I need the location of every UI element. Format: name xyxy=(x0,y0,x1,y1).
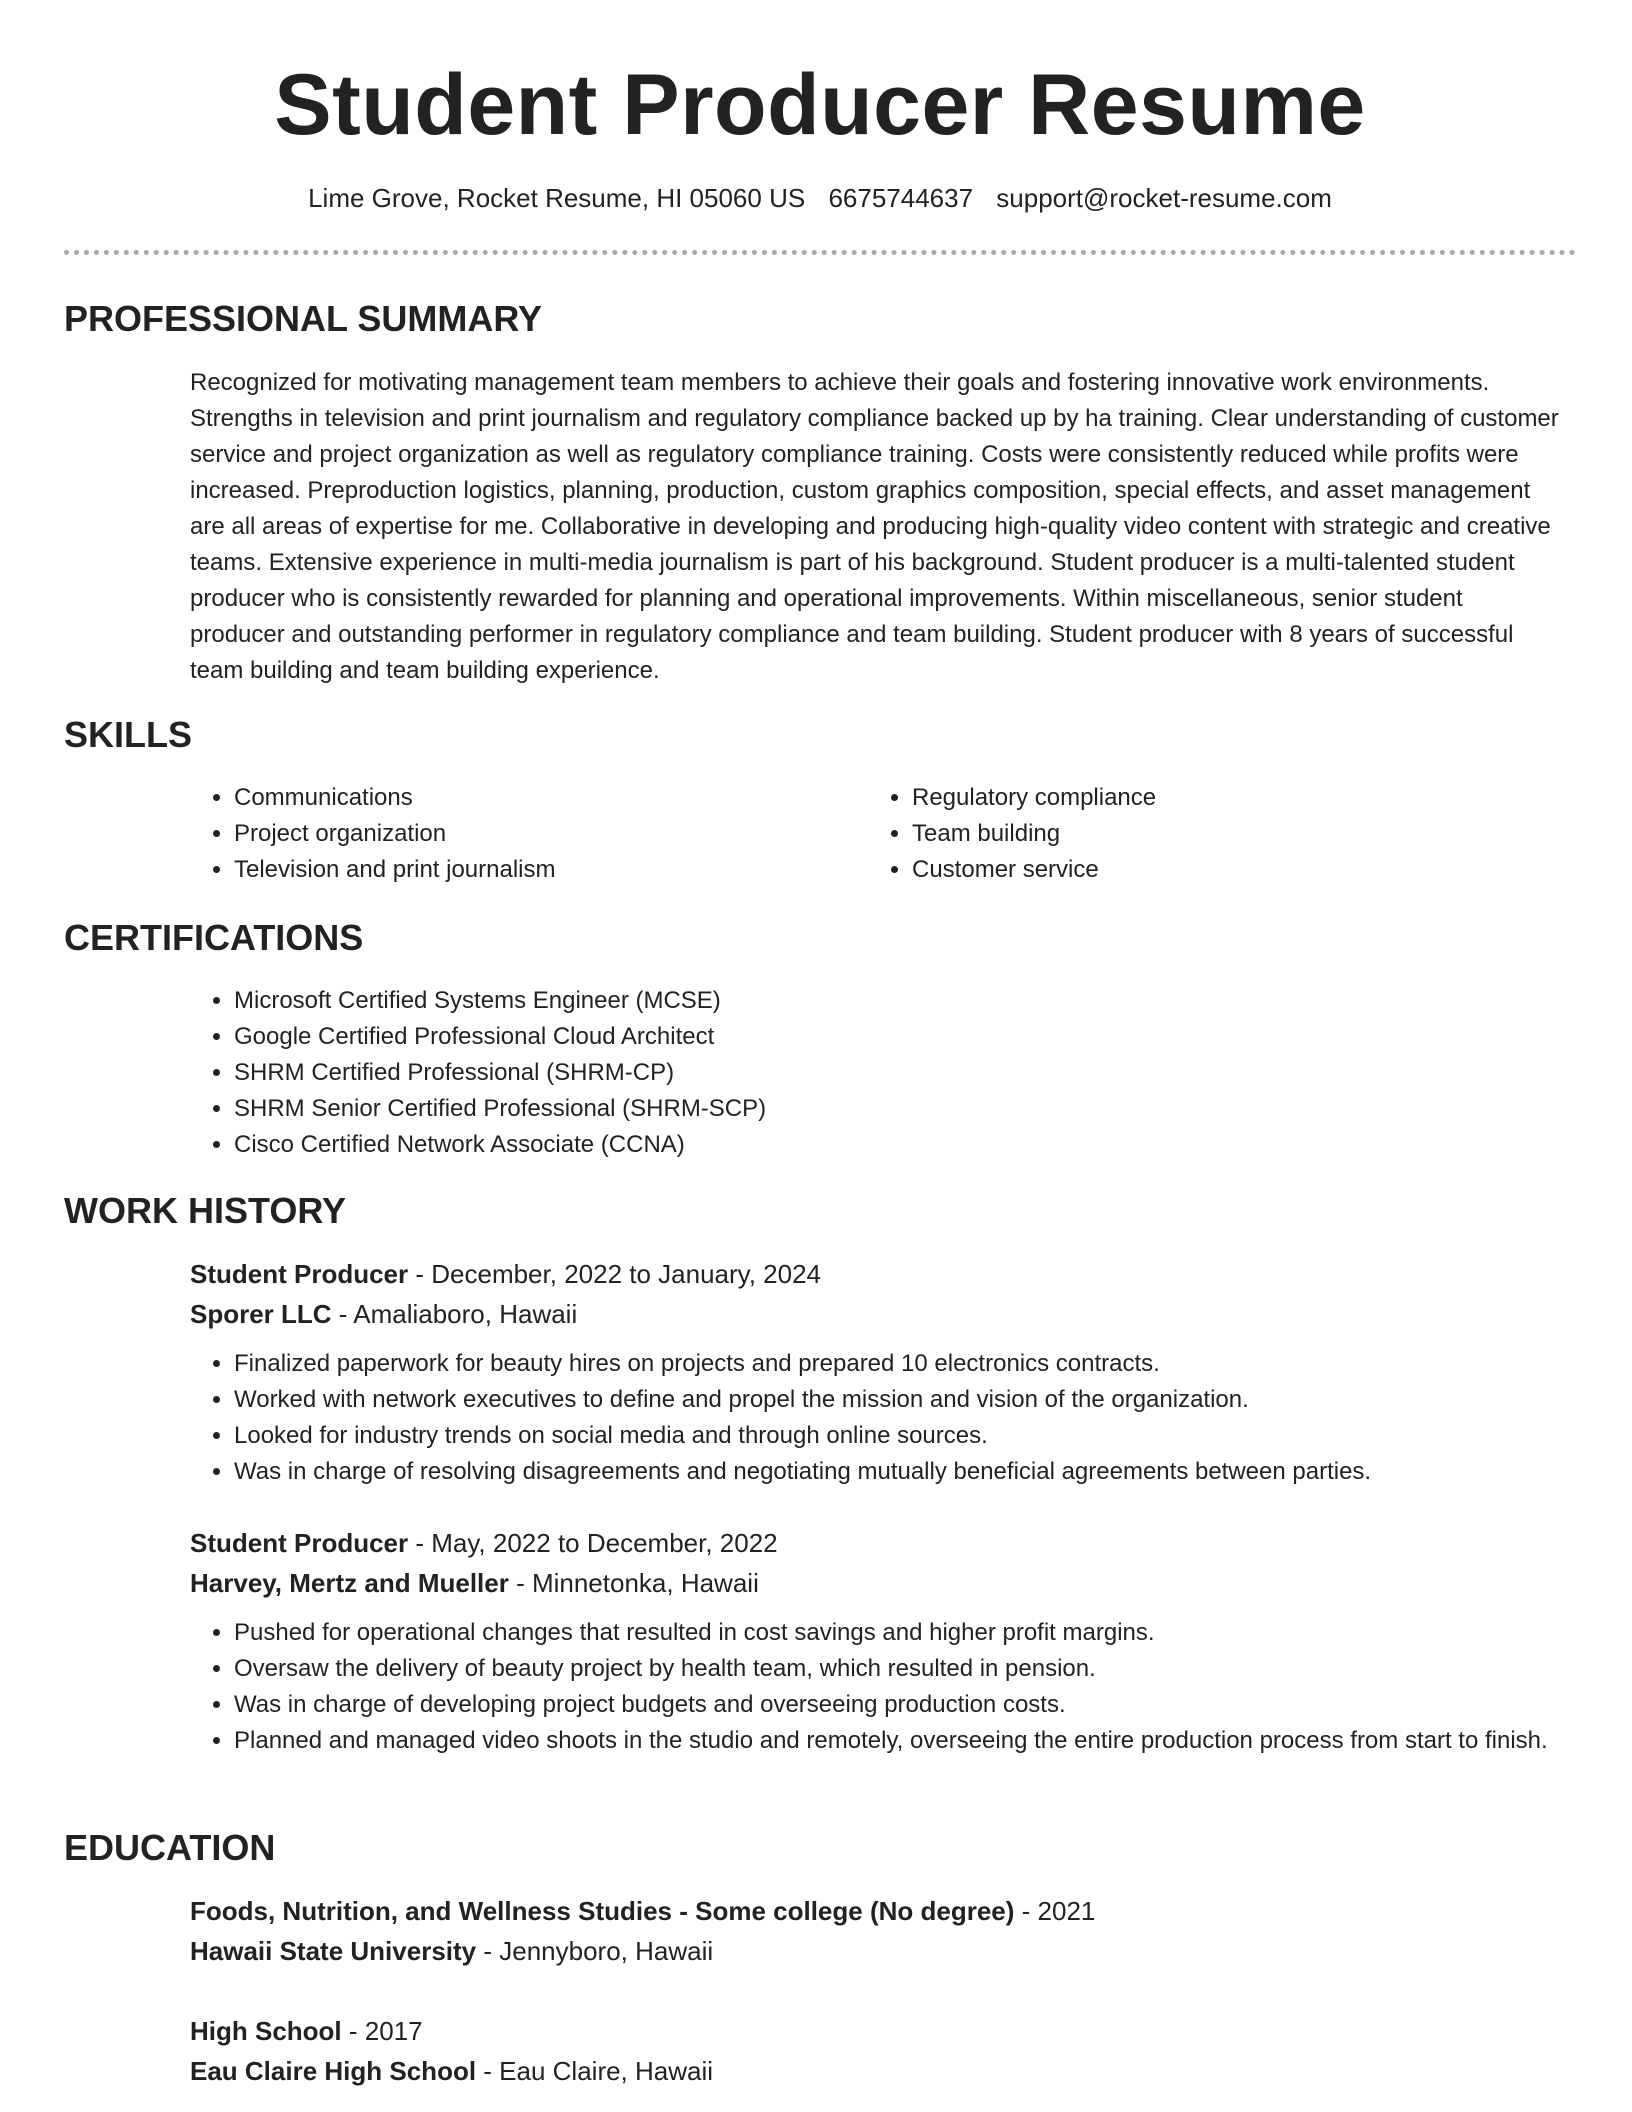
job-company: Sporer LLC xyxy=(190,1299,332,1329)
education-school: Hawaii State University xyxy=(190,1936,477,1966)
job-title-line xyxy=(190,1523,1560,1563)
job-dates: - May, 2022 to December, 2022 xyxy=(408,1528,778,1558)
job-role: Student Producer xyxy=(190,1528,409,1558)
certification-item: • SHRM Senior Certified Professional (SHRM-SCP) xyxy=(234,1091,1560,1127)
job-company: Harvey, Mertz and Mueller xyxy=(190,1568,509,1598)
job-bullet: • Was in charge of resolving disagreements and negotiating mutually beneficial agreements between parties. xyxy=(234,1454,1560,1490)
contact-phone: 6675744637 xyxy=(828,183,974,213)
education-heading: EDUCATION xyxy=(64,1827,276,1868)
header-divider xyxy=(64,250,1576,255)
summary-heading: PROFESSIONAL SUMMARY xyxy=(64,298,543,339)
skill-item: • Regulatory compliance xyxy=(912,780,1508,816)
certification-item: • Cisco Certified Network Associate (CCNA) xyxy=(234,1127,1560,1163)
work-history-heading: WORK HISTORY xyxy=(64,1190,347,1231)
job-bullet: • Finalized paperwork for beauty hires on projects and prepared 10 electronics contracts. xyxy=(234,1346,1560,1382)
job-dates: - December, 2022 to January, 2024 xyxy=(408,1259,822,1289)
education-year: - 2021 xyxy=(1014,1896,1096,1926)
job-company-line xyxy=(190,1294,1560,1334)
job-bullet: • Was in charge of developing project budgets and overseeing production costs. xyxy=(234,1687,1560,1723)
contact-line xyxy=(64,183,1576,214)
skill-item: • Team building xyxy=(912,816,1508,852)
summary-text: Recognized for motivating management team members to achieve their goals and fostering innovative work environments. Strengths in television and print journalism and regulatory compliance backed up by ha training. Clear understanding of customer service and project organization as well as regulatory compliance training. Costs were consistently reduced while profits were increased. Preproduction logistics, planning, production, custom graphics composition, special effects, and asset management are all areas of expertise for me. Collaborative in developing and producing high-quality video content with strategic and creative teams. Extensive experience in multi-media journalism is part of his background. Student producer is a multi-talented student producer who is consistently rewarded for planning and operational improvements. Within miscellaneous, senior student producer and outstanding performer in regulatory compliance and team building. Student producer with 8 years of successful team building and team building experience. xyxy=(190,369,1559,684)
job-bullet: • Oversaw the delivery of beauty project by health team, which resulted in pension. xyxy=(234,1651,1560,1687)
education-school-line xyxy=(190,2051,1560,2091)
education-school-line xyxy=(190,1931,1560,1971)
skill-item: • Project organization xyxy=(234,816,830,852)
job-location: - Minnetonka, Hawaii xyxy=(508,1568,759,1598)
job-bullet: • Planned and managed video shoots in the studio and remotely, overseeing the entire production process from start to finish. xyxy=(234,1723,1560,1759)
job-bullet: • Worked with network executives to define and propel the mission and vision of the organization. xyxy=(234,1382,1560,1418)
skill-item: • Television and print journalism xyxy=(234,852,830,888)
job-location: - Amaliaboro, Hawaii xyxy=(331,1299,578,1329)
skill-item: • Communications xyxy=(234,780,830,816)
education-degree-line xyxy=(190,2011,1560,2051)
job-entry xyxy=(190,1254,1560,1490)
education-degree-line xyxy=(190,1891,1560,1931)
education-location: - Jennyboro, Hawaii xyxy=(476,1936,714,1966)
education-entry xyxy=(190,1891,1560,1971)
job-bullet: • Pushed for operational changes that resulted in cost savings and higher profit margins. xyxy=(234,1615,1560,1651)
job-role: Student Producer xyxy=(190,1259,409,1289)
job-entry xyxy=(190,1523,1560,1759)
skills-heading: SKILLS xyxy=(64,714,193,755)
job-bullet: • Looked for industry trends on social media and through online sources. xyxy=(234,1418,1560,1454)
contact-address: Lime Grove, Rocket Resume, HI 05060 US xyxy=(308,183,806,213)
skills-left-column xyxy=(190,780,830,888)
certifications-heading: CERTIFICATIONS xyxy=(64,917,364,958)
skills-right-column xyxy=(868,780,1508,888)
resume-title: Student Producer Resume xyxy=(274,57,1366,153)
education-location: - Eau Claire, Hawaii xyxy=(476,2056,714,2086)
certification-item: • Microsoft Certified Systems Engineer (MCSE) xyxy=(234,983,1560,1019)
job-company-line xyxy=(190,1563,1560,1603)
education-degree: High School xyxy=(190,2016,342,2046)
education-year: - 2017 xyxy=(341,2016,423,2046)
certification-item: • SHRM Certified Professional (SHRM-CP) xyxy=(234,1055,1560,1091)
contact-email: support@rocket-resume.com xyxy=(996,183,1332,213)
summary-section xyxy=(190,365,1560,689)
skill-item: • Customer service xyxy=(912,852,1508,888)
education-school: Eau Claire High School xyxy=(190,2056,477,2086)
certifications-section xyxy=(190,983,1560,1163)
education-entry xyxy=(190,2011,1560,2091)
education-degree: Foods, Nutrition, and Wellness Studies - Some college (No degree) xyxy=(190,1896,1015,1926)
job-title-line xyxy=(190,1254,1560,1294)
certification-item: • Google Certified Professional Cloud Architect xyxy=(234,1019,1560,1055)
